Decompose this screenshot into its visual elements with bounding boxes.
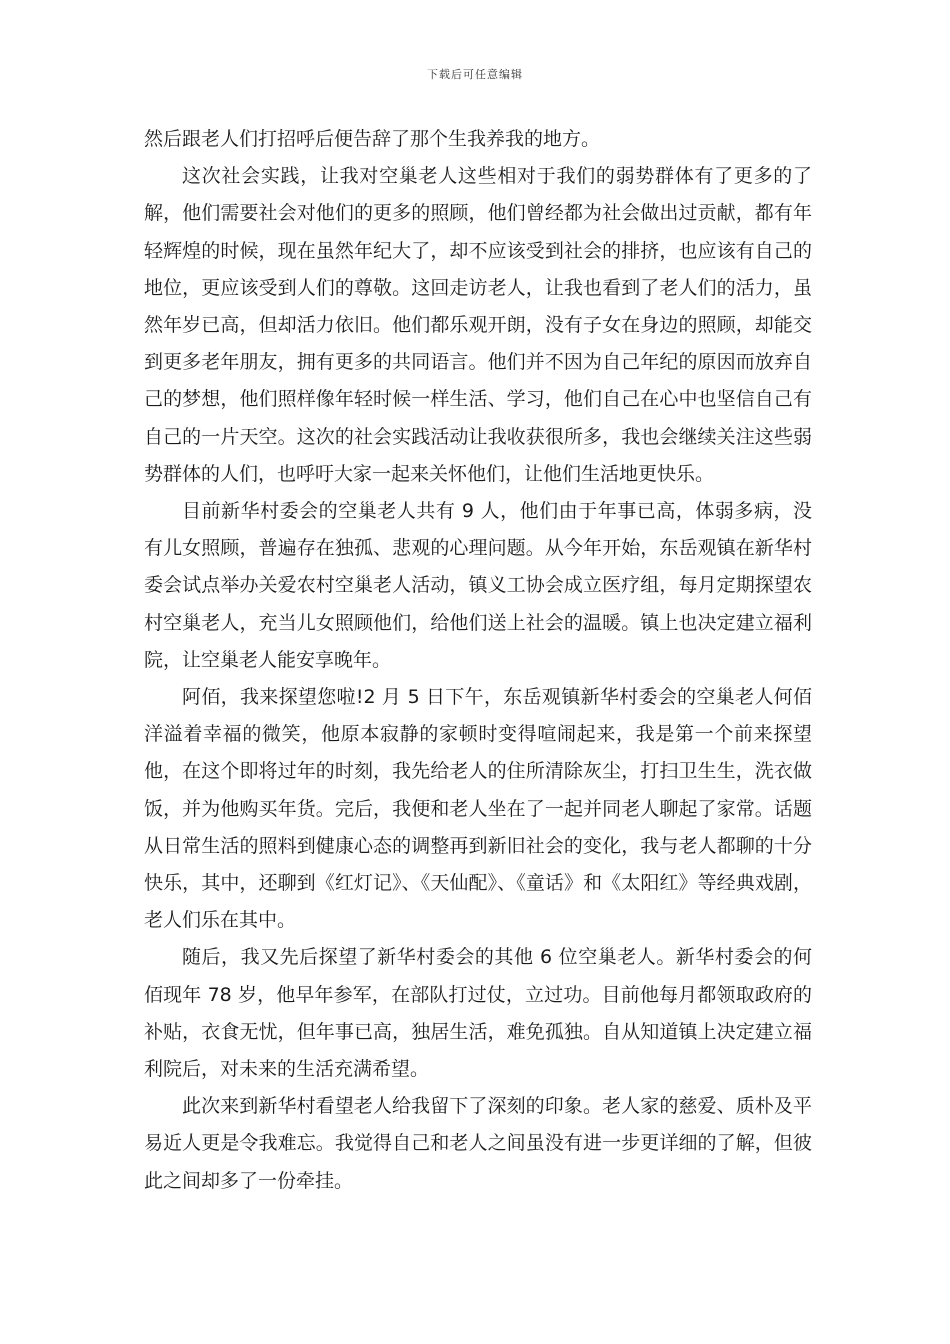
- paragraph-6: 此次来到新华村看望老人给我留下了深刻的印象。老人家的慈爱、质朴及平易近人更是令我难忘。我觉得自己和老人之间虽没有进一步更详细的了解，但彼此之间却多了一份牵挂。: [144, 1095, 812, 1192]
- paragraph-1: 然后跟老人们打招呼后便告辞了那个生我养我的地方。: [144, 128, 601, 150]
- page-header: 下载后可任意编辑: [427, 68, 523, 81]
- paragraph-4: 阿佰，我来探望您啦!2 月 5 日下午，东岳观镇新华村委会的空巢老人何佰洋溢着幸福的微笑，他原本寂静的家顿时变得喧闹起来，我是第一个前来探望他，在这个即将过年的时刻，我先给老人的住所清除灰尘，打扫卫生生，洗衣做饭，并为他购买年货。完后，我便和老人坐在了一起并同老人聊起了家常。话题从日常生活的照料到健康心态的调整再到新旧社会的变化，我与老人都聊的十分快乐，其中，还聊到《红灯记》、《天仙配》、《童话》和《太阳红》等经典戏剧，老人们乐在其中。: [144, 686, 812, 932]
- paragraph-3: 目前新华村委会的空巢老人共有 9 人，他们由于年事已高，体弱多病，没有儿女照顾，普遍存在独孤、悲观的心理问题。从今年开始，东岳观镇在新华村委会试点举办关爱农村空巢老人活动，镇义工协会成立医疗组，每月定期探望农村空巢老人，充当儿女照顾他们，给他们送上社会的温暖。镇上也决定建立福利院，让空巢老人能安享晚年。: [144, 500, 812, 671]
- paragraph-2: 这次社会实践，让我对空巢老人这些相对于我们的弱势群体有了更多的了解，他们需要社会对他们的更多的照顾，他们曾经都为社会做出过贡献，都有年轻辉煌的时候，现在虽然年纪大了，却不应该受到社会的排挤，也应该有自己的地位，更应该受到人们的尊敬。这回走访老人，让我也看到了老人们的活力，虽然年岁已高，但却活力依旧。他们都乐观开朗，没有子女在身边的照顾，却能交到更多老年朋友，拥有更多的共同语言。他们并不因为自己年纪的原因而放弃自己的梦想，他们照样像年轻时候一样生活、学习，他们自己在心中也坚信自己有自己的一片天空。这次的社会实践活动让我收获很所多，我也会继续关注这些弱势群体的人们，也呼吁大家一起来关怀他们，让他们生活地更快乐。: [144, 165, 812, 485]
- paragraph-5: 随后，我又先后探望了新华村委会的其他 6 位空巢老人。新华村委会的何佰现年 78 岁，他早年参军，在部队打过仗，立过功。目前他每月都领取政府的补贴，衣食无忧，但年事已高，独居生活，难免孤独。自从知道镇上决定建立福利院后，对未来的生活充满希望。: [144, 946, 812, 1081]
- document-body: [144, 121, 812, 1200]
